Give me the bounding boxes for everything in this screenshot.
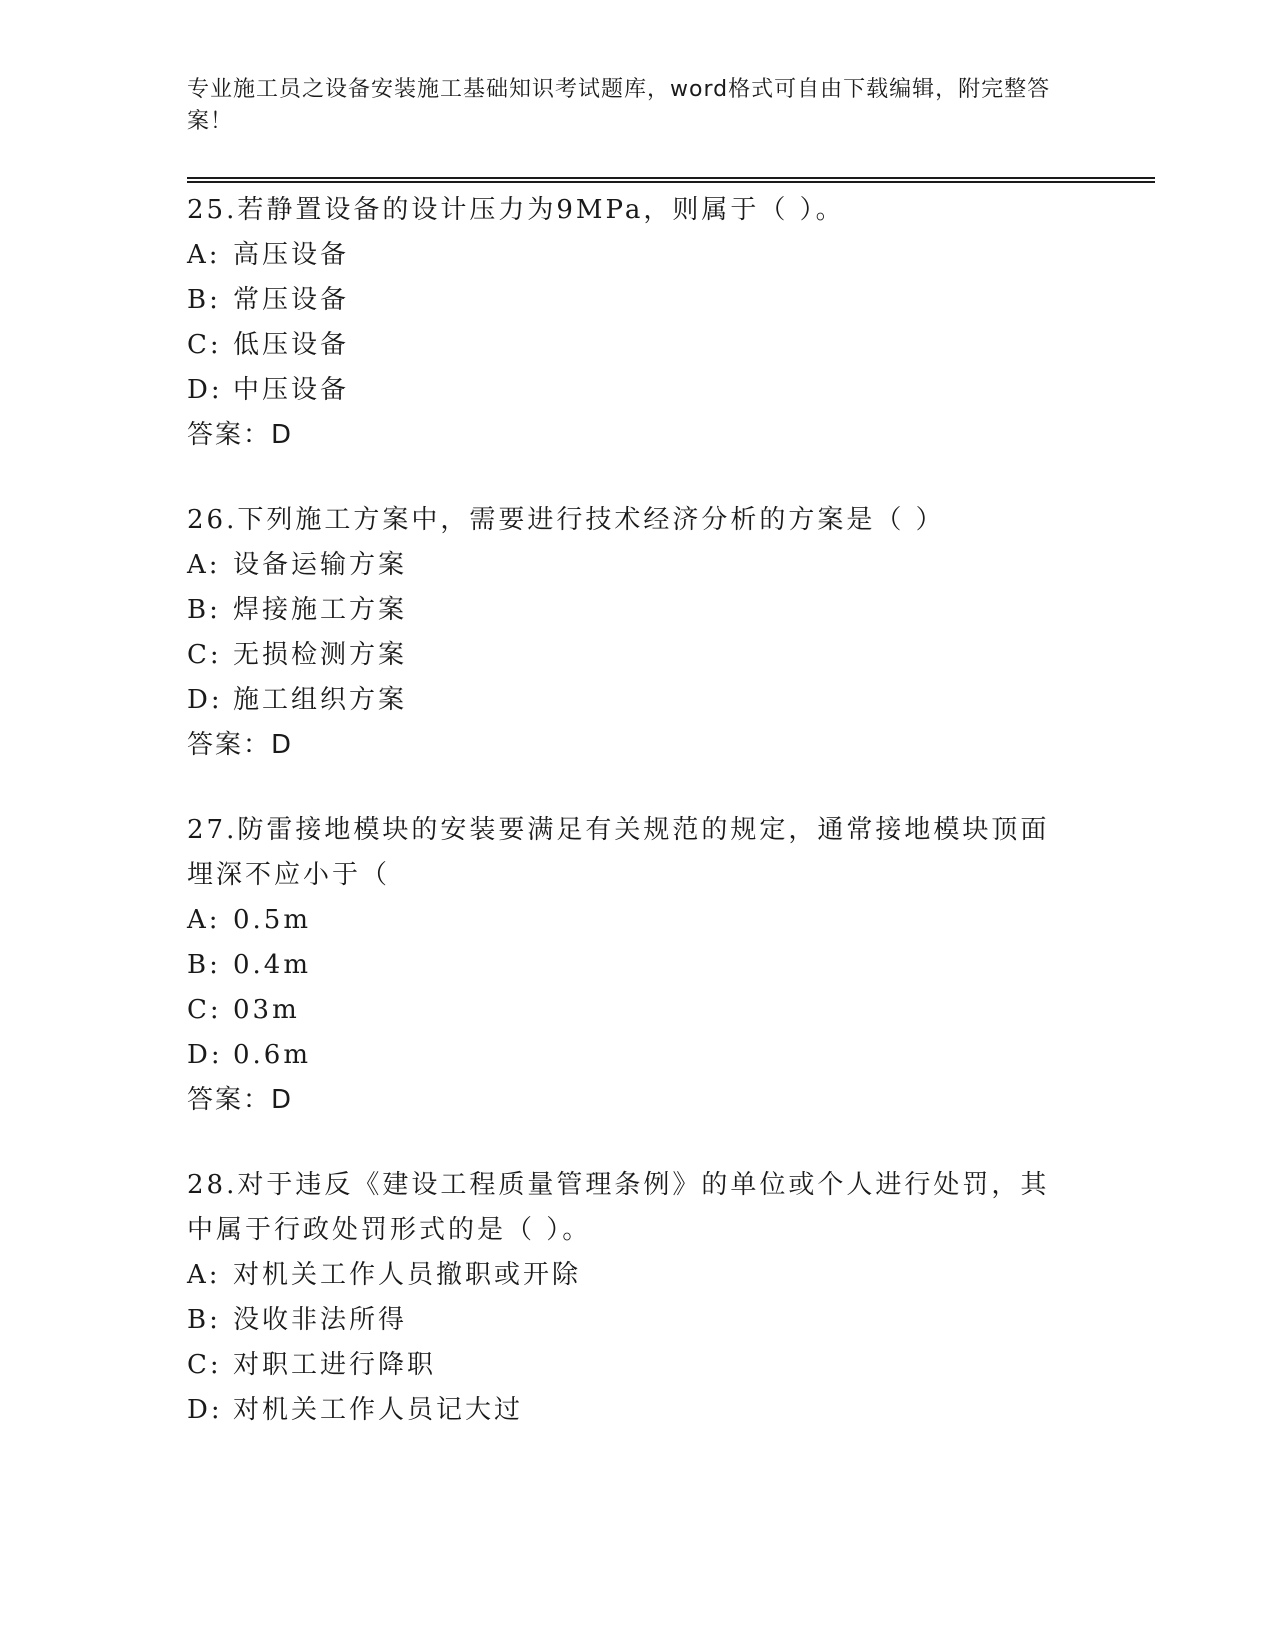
answer-line: [187, 1078, 1087, 1123]
option-d: [187, 678, 1087, 723]
answer-value: D: [271, 420, 294, 450]
option-label: A:: [187, 240, 221, 270]
option-b: [187, 1298, 1087, 1343]
option-a: [187, 543, 1087, 588]
option-text: 03m: [233, 995, 300, 1025]
answer-prefix: 答案：: [187, 730, 272, 760]
option-text: 焊接施工方案: [233, 595, 408, 625]
option-label: A:: [187, 905, 221, 935]
option-label: D:: [187, 1040, 223, 1070]
question-list: [187, 188, 1087, 1473]
option-text: 无损检测方案: [233, 640, 408, 670]
option-label: D:: [187, 375, 223, 405]
option-text: 没收非法所得: [233, 1305, 408, 1335]
answer-prefix: 答案：: [187, 1085, 272, 1115]
option-c: [187, 633, 1087, 678]
option-a: [187, 898, 1087, 943]
option-label: A:: [187, 550, 221, 580]
option-b: [187, 278, 1087, 323]
question-text: 28.对于违反《建设工程质量管理条例》的单位或个人进行处罚，其中属于行政处罚形式的是（ ）。: [187, 1170, 1050, 1245]
option-c: [187, 1343, 1087, 1388]
option-d: [187, 1033, 1087, 1078]
question-28: [187, 1163, 1087, 1433]
question-text: 27.防雷接地模块的安装要满足有关规范的规定，通常接地模块顶面埋深不应小于（: [187, 815, 1050, 890]
header-divider-bottom: [187, 181, 1155, 183]
option-a: [187, 233, 1087, 278]
option-text: 0.6m: [233, 1040, 312, 1070]
option-d: [187, 368, 1087, 413]
document-header: 专业施工员之设备安装施工基础知识考试题库，word格式可自由下载编辑，附完整答案！: [187, 77, 1051, 134]
option-text: 对机关工作人员记大过: [233, 1395, 524, 1425]
option-label: C:: [187, 995, 222, 1025]
question-26: [187, 498, 1087, 768]
option-text: 常压设备: [233, 285, 350, 315]
option-label: D:: [187, 1395, 223, 1425]
option-text: 低压设备: [233, 330, 350, 360]
option-label: C:: [187, 640, 222, 670]
answer-line: [187, 413, 1087, 458]
option-label: B:: [187, 595, 221, 625]
option-label: B:: [187, 950, 221, 980]
question-27: [187, 808, 1087, 1123]
option-label: B:: [187, 285, 221, 315]
option-text: 中压设备: [233, 375, 350, 405]
option-text: 施工组织方案: [233, 685, 408, 715]
option-label: B:: [187, 1305, 221, 1335]
option-text: 对机关工作人员撤职或开除: [233, 1260, 582, 1290]
question-text: 26.下列施工方案中，需要进行技术经济分析的方案是（ ）: [187, 505, 945, 535]
option-label: C:: [187, 1350, 222, 1380]
option-text: 0.4m: [233, 950, 312, 980]
question-25: [187, 188, 1087, 458]
answer-line: [187, 723, 1087, 768]
option-a: [187, 1253, 1087, 1298]
option-c: [187, 323, 1087, 368]
option-b: [187, 588, 1087, 633]
answer-prefix: 答案：: [187, 420, 272, 450]
option-c: [187, 988, 1087, 1033]
option-text: 设备运输方案: [233, 550, 408, 580]
option-label: D:: [187, 685, 223, 715]
option-text: 高压设备: [233, 240, 350, 270]
option-b: [187, 943, 1087, 988]
question-text: 25.若静置设备的设计压力为9MPa，则属于（ ）。: [187, 195, 845, 225]
answer-value: D: [271, 1085, 294, 1115]
answer-value: D: [271, 730, 294, 760]
option-label: A:: [187, 1260, 221, 1290]
option-text: 0.5m: [233, 905, 312, 935]
option-d: [187, 1388, 1087, 1433]
option-text: 对职工进行降职: [233, 1350, 437, 1380]
header-divider-top: [187, 177, 1155, 179]
option-label: C:: [187, 330, 222, 360]
